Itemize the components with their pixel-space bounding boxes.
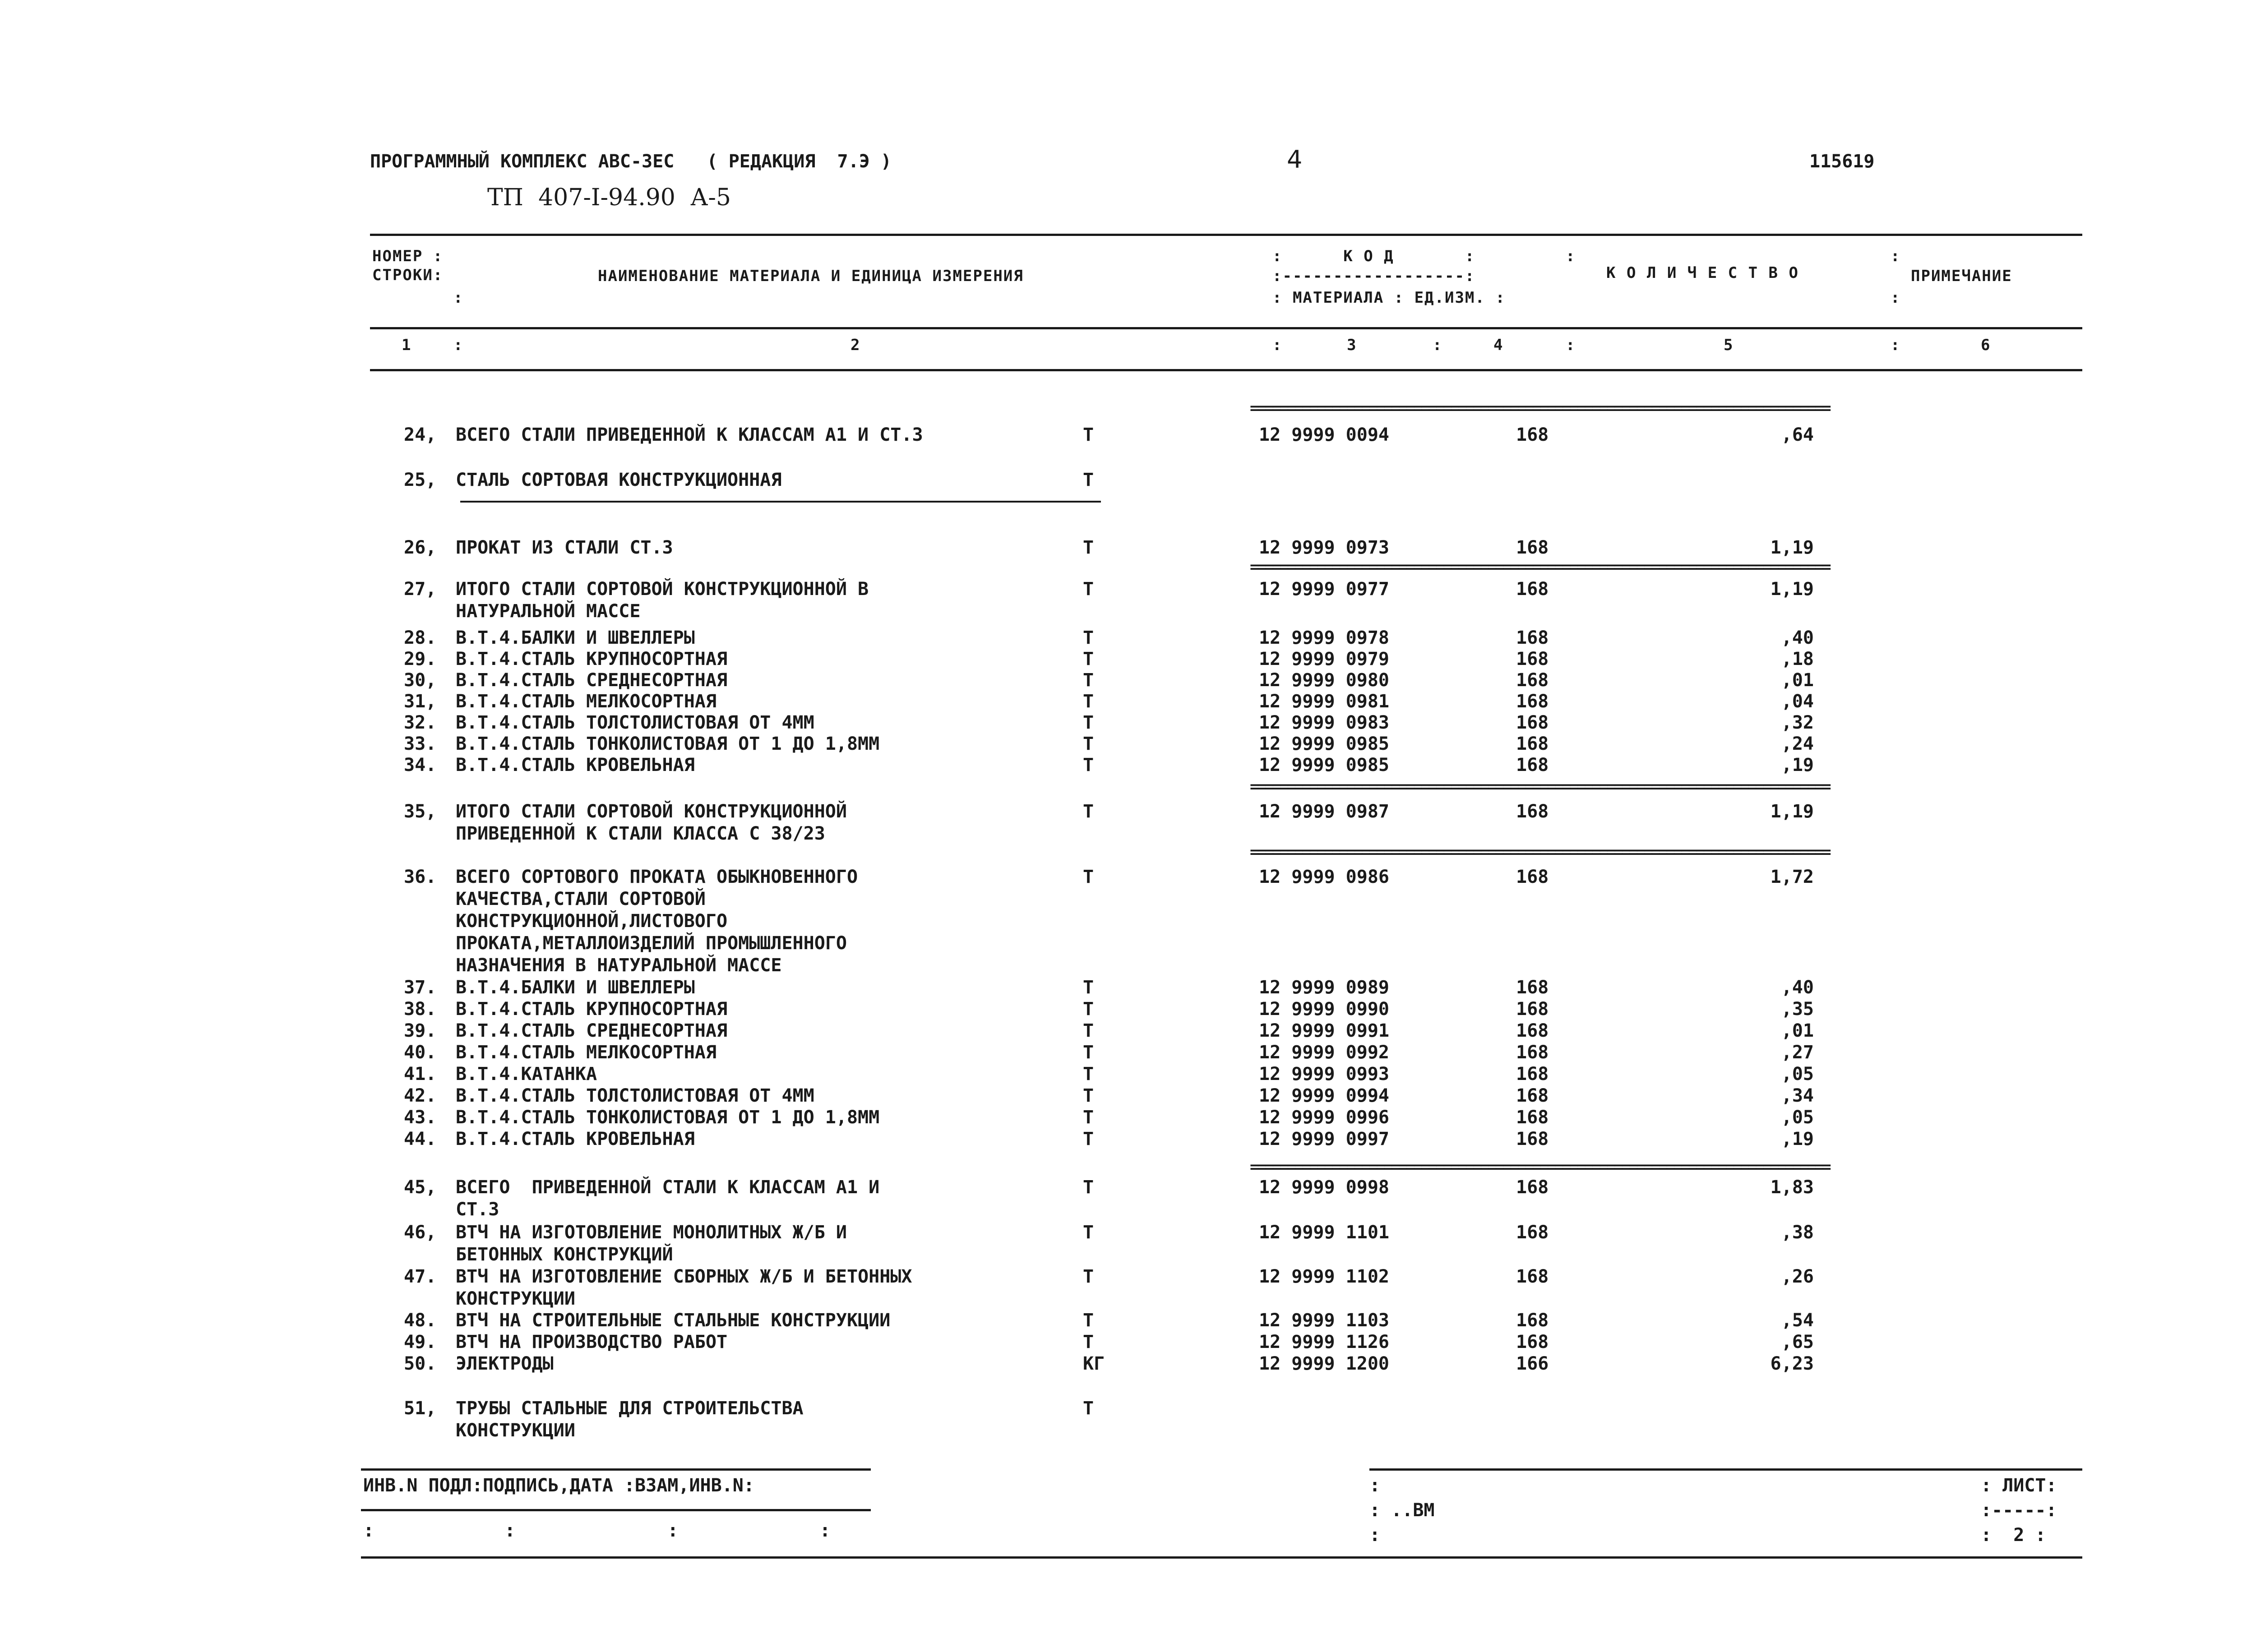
quantity-value: ,38 bbox=[1781, 1222, 1814, 1243]
document-code: 115619 bbox=[1809, 151, 1875, 172]
quantity-value: ,32 bbox=[1781, 712, 1814, 733]
unit-code: 168 bbox=[1516, 1020, 1549, 1041]
unit-code: 168 bbox=[1516, 649, 1549, 669]
material-code: 12 9999 1101 bbox=[1259, 1222, 1389, 1243]
material-code: 12 9999 0094 bbox=[1259, 425, 1389, 445]
col-qty-sep-top: : bbox=[1566, 247, 1576, 265]
material-name-line: ВСЕГО СТАЛИ ПРИВЕДЕННОЙ К КЛАССАМ А1 И СТ.3 bbox=[456, 425, 923, 445]
material-code: 12 9999 1126 bbox=[1259, 1332, 1389, 1352]
material-name-line: В.Т.4.СТАЛЬ КРОВЕЛЬНАЯ bbox=[456, 1129, 695, 1149]
program-title: ПРОГРАММНЫЙ КОМПЛЕКС АВС-3ЕС ( РЕДАКЦИЯ 7.Э ) bbox=[370, 151, 892, 172]
unit-code: 168 bbox=[1516, 1107, 1549, 1128]
unit-of-measure: Т bbox=[1083, 734, 1094, 754]
material-name-line: В.Т.4.СТАЛЬ ТОЛСТОЛИСТОВАЯ ОТ 4ММ bbox=[456, 1085, 814, 1106]
quantity-value: 6,23 bbox=[1770, 1353, 1814, 1374]
colnum-1: 1 bbox=[402, 336, 412, 354]
row-number: 32. bbox=[404, 712, 437, 733]
row-number: 47. bbox=[404, 1266, 437, 1287]
quantity-value: ,18 bbox=[1781, 649, 1814, 669]
quantity-value: ,04 bbox=[1781, 691, 1814, 712]
total-separator-5: ============================================================================== bbox=[1250, 1164, 1830, 1176]
material-code: 12 9999 0985 bbox=[1259, 755, 1389, 775]
material-code: 12 9999 0987 bbox=[1259, 801, 1389, 822]
material-name-line: В.Т.4.СТАЛЬ КРОВЕЛЬНАЯ bbox=[456, 755, 695, 775]
material-code: 12 9999 0996 bbox=[1259, 1107, 1389, 1128]
unit-code: 168 bbox=[1516, 1085, 1549, 1106]
quantity-value: 1,19 bbox=[1770, 579, 1814, 600]
material-name-line: КОНСТРУКЦИОННОЙ,ЛИСТОВОГО bbox=[456, 911, 728, 932]
material-code: 12 9999 0986 bbox=[1259, 867, 1389, 887]
quantity-value: 1,19 bbox=[1770, 801, 1814, 822]
material-name-line: ВСЕГО ПРИВЕДЕННОЙ СТАЛИ К КЛАССАМ А1 И bbox=[456, 1177, 880, 1198]
row-number: 26, bbox=[404, 537, 437, 558]
material-code: 12 9999 1102 bbox=[1259, 1266, 1389, 1287]
unit-of-measure: Т bbox=[1083, 670, 1094, 691]
row-number: 27, bbox=[404, 579, 437, 600]
quantity-value: ,65 bbox=[1781, 1332, 1814, 1352]
material-name-line: ВСЕГО СОРТОВОГО ПРОКАТА ОБЫКНОВЕННОГО bbox=[456, 867, 858, 887]
material-name-line: В.Т.4.СТАЛЬ КРУПНОСОРТНАЯ bbox=[456, 649, 728, 669]
row-number: 35, bbox=[404, 801, 437, 822]
col-row-number-line3: : bbox=[453, 289, 464, 307]
unit-code: 168 bbox=[1516, 670, 1549, 691]
page-number: 4 bbox=[1287, 145, 1303, 174]
unit-of-measure: Т bbox=[1083, 579, 1094, 600]
material-name-line: ПРОКАТ ИЗ СТАЛИ СТ.3 bbox=[456, 537, 673, 558]
sheet-divider: :-----: bbox=[1981, 1500, 2057, 1521]
colnum-4: 4 bbox=[1493, 336, 1504, 354]
quantity-value: ,40 bbox=[1781, 977, 1814, 998]
row-number: 28. bbox=[404, 628, 437, 648]
footer-mid-sep-bottom: : bbox=[1369, 1525, 1381, 1546]
unit-code: 168 bbox=[1516, 425, 1549, 445]
material-code: 12 9999 0979 bbox=[1259, 649, 1389, 669]
total-separator-3: ============================================================================== bbox=[1250, 784, 1830, 796]
unit-of-measure: Т bbox=[1083, 1266, 1094, 1287]
col-row-number-line2: СТРОКИ: bbox=[372, 266, 444, 284]
unit-code: 168 bbox=[1516, 977, 1549, 998]
unit-code: 168 bbox=[1516, 1177, 1549, 1198]
row-number: 40. bbox=[404, 1042, 437, 1063]
unit-code: 166 bbox=[1516, 1353, 1549, 1374]
material-name-line: НАЗНАЧЕНИЯ В НАТУРАЛЬНОЙ МАССЕ bbox=[456, 955, 782, 976]
quantity-value: ,27 bbox=[1781, 1042, 1814, 1063]
material-name-line: КОНСТРУКЦИИ bbox=[456, 1420, 575, 1441]
unit-code: 168 bbox=[1516, 999, 1549, 1020]
unit-of-measure: Т bbox=[1083, 977, 1094, 998]
quantity-value: ,01 bbox=[1781, 1020, 1814, 1041]
unit-of-measure: Т bbox=[1083, 1177, 1094, 1198]
material-code: 12 9999 0993 bbox=[1259, 1064, 1389, 1084]
material-name-line: В.Т.4.СТАЛЬ СРЕДНЕСОРТНАЯ bbox=[456, 1020, 728, 1041]
material-code: 12 9999 0994 bbox=[1259, 1085, 1389, 1106]
unit-of-measure: Т bbox=[1083, 425, 1094, 445]
material-code: 12 9999 1200 bbox=[1259, 1353, 1389, 1374]
colnum-2: 2 bbox=[851, 336, 861, 354]
footer-signature-labels: ИНВ.N ПОДЛ:ПОДПИСЬ,ДАТА :ВЗАМ,ИНВ.N: bbox=[363, 1475, 754, 1496]
row-number: 38. bbox=[404, 999, 437, 1020]
material-name-line: ВТЧ НА СТРОИТЕЛЬНЫЕ СТАЛЬНЫЕ КОНСТРУКЦИИ bbox=[456, 1310, 891, 1331]
material-code: 12 9999 0992 bbox=[1259, 1042, 1389, 1063]
material-name-line: В.Т.4.БАЛКИ И ШВЕЛЛЕРЫ bbox=[456, 977, 695, 998]
total-separator-4: ============================================================================== bbox=[1250, 849, 1830, 861]
header-divider-rule bbox=[370, 327, 2082, 329]
material-name-line: ПРОКАТА,МЕТАЛЛОИЗДЕЛИЙ ПРОМЫШЛЕННОГО bbox=[456, 933, 847, 954]
material-name-line: ЭЛЕКТРОДЫ bbox=[456, 1353, 554, 1374]
unit-of-measure: Т bbox=[1083, 1020, 1094, 1041]
quantity-value: ,35 bbox=[1781, 999, 1814, 1020]
row-number: 50. bbox=[404, 1353, 437, 1374]
quantity-value: ,19 bbox=[1781, 1129, 1814, 1149]
material-code: 12 9999 0973 bbox=[1259, 537, 1389, 558]
col-note-sep-bottom: : bbox=[1891, 289, 1901, 307]
unit-of-measure: Т bbox=[1083, 1042, 1094, 1063]
unit-code: 168 bbox=[1516, 1310, 1549, 1331]
col-note-heading: ПРИМЕЧАНИЕ bbox=[1911, 267, 2012, 285]
material-code: 12 9999 0980 bbox=[1259, 670, 1389, 691]
unit-of-measure: Т bbox=[1083, 1222, 1094, 1243]
unit-code: 168 bbox=[1516, 537, 1549, 558]
row-number: 24, bbox=[404, 425, 437, 445]
material-code: 12 9999 0998 bbox=[1259, 1177, 1389, 1198]
row-number: 36. bbox=[404, 867, 437, 887]
unit-code: 168 bbox=[1516, 1042, 1549, 1063]
material-name-line: КОНСТРУКЦИИ bbox=[456, 1288, 575, 1309]
material-code: 12 9999 0978 bbox=[1259, 628, 1389, 648]
document-subtitle: ТП 407-I-94.90 А-5 bbox=[487, 184, 731, 211]
material-code: 12 9999 1103 bbox=[1259, 1310, 1389, 1331]
material-code: 12 9999 0991 bbox=[1259, 1020, 1389, 1041]
unit-of-measure: Т bbox=[1083, 1332, 1094, 1352]
material-code: 12 9999 0983 bbox=[1259, 712, 1389, 733]
material-name-line: БЕТОННЫХ КОНСТРУКЦИЙ bbox=[456, 1244, 673, 1265]
material-name-line: В.Т.4.БАЛКИ И ШВЕЛЛЕРЫ bbox=[456, 628, 695, 648]
col-material-name-heading: НАИМЕНОВАНИЕ МАТЕРИАЛА И ЕДИНИЦА ИЗМЕРЕНИЯ bbox=[598, 267, 1024, 285]
unit-code: 168 bbox=[1516, 1332, 1549, 1352]
unit-code: 168 bbox=[1516, 867, 1549, 887]
unit-of-measure: КГ bbox=[1083, 1353, 1105, 1374]
unit-code: 168 bbox=[1516, 1064, 1549, 1084]
material-name-line: ИТОГО СТАЛИ СОРТОВОЙ КОНСТРУКЦИОННОЙ В bbox=[456, 579, 869, 600]
colnum-3: 3 bbox=[1347, 336, 1357, 354]
material-name-line: В.Т.4.СТАЛЬ МЕЛКОСОРТНАЯ bbox=[456, 691, 717, 712]
material-code: 12 9999 0989 bbox=[1259, 977, 1389, 998]
table-top-rule bbox=[370, 234, 2082, 236]
unit-code: 168 bbox=[1516, 1266, 1549, 1287]
unit-code: 168 bbox=[1516, 691, 1549, 712]
column-number-rule bbox=[370, 369, 2082, 371]
row-number: 41. bbox=[404, 1064, 437, 1084]
material-name-line: КАЧЕСТВА,СТАЛИ СОРТОВОЙ bbox=[456, 889, 706, 909]
material-code: 12 9999 0985 bbox=[1259, 734, 1389, 754]
unit-code: 168 bbox=[1516, 801, 1549, 822]
col-quantity-heading: К О Л И Ч Е С Т В О bbox=[1606, 264, 1799, 282]
row-number: 45, bbox=[404, 1177, 437, 1198]
unit-of-measure: Т bbox=[1083, 537, 1094, 558]
material-name-line: ИТОГО СТАЛИ СОРТОВОЙ КОНСТРУКЦИОННОЙ bbox=[456, 801, 847, 822]
unit-of-measure: Т bbox=[1083, 867, 1094, 887]
material-code: 12 9999 0981 bbox=[1259, 691, 1389, 712]
material-name-line: СТ.3 bbox=[456, 1199, 499, 1220]
quantity-value: ,40 bbox=[1781, 628, 1814, 648]
quantity-value: ,24 bbox=[1781, 734, 1814, 754]
unit-of-measure: Т bbox=[1083, 1129, 1094, 1149]
footer-left-mid-rule bbox=[361, 1509, 871, 1511]
quantity-value: ,64 bbox=[1781, 425, 1814, 445]
quantity-value: ,05 bbox=[1781, 1064, 1814, 1084]
row-number: 43. bbox=[404, 1107, 437, 1128]
unit-of-measure: Т bbox=[1083, 691, 1094, 712]
material-name-line: НАТУРАЛЬНОЙ МАССЕ bbox=[456, 601, 641, 622]
unit-of-measure: Т bbox=[1083, 628, 1094, 648]
row-number: 31, bbox=[404, 691, 437, 712]
material-name-line: ПРИВЕДЕННОЙ К СТАЛИ КЛАССА С 38/23 bbox=[456, 823, 825, 844]
unit-of-measure: Т bbox=[1083, 755, 1094, 775]
unit-of-measure: Т bbox=[1083, 649, 1094, 669]
material-name-line: ТРУБЫ СТАЛЬНЫЕ ДЛЯ СТРОИТЕЛЬСТВА bbox=[456, 1398, 804, 1419]
unit-code: 168 bbox=[1516, 712, 1549, 733]
quantity-value: 1,19 bbox=[1770, 537, 1814, 558]
footer-left-top-rule bbox=[361, 1468, 871, 1471]
material-name-line: В.Т.4.СТАЛЬ СРЕДНЕСОРТНАЯ bbox=[456, 670, 728, 691]
material-name-line: ВТЧ НА ИЗГОТОВЛЕНИЕ СБОРНЫХ Ж/Б И БЕТОННЫХ bbox=[456, 1266, 912, 1287]
row-number: 46, bbox=[404, 1222, 437, 1243]
material-name-line: В.Т.4.СТАЛЬ ТОНКОЛИСТОВАЯ ОТ 1 ДО 1,8ММ bbox=[456, 734, 880, 754]
col-code-subheadings: : МАТЕРИАЛА : ЕД.ИЗМ. : bbox=[1272, 289, 1506, 307]
col-code-separator: :------------------: bbox=[1272, 267, 1475, 285]
material-name-line: СТАЛЬ СОРТОВАЯ КОНСТРУКЦИОННАЯ bbox=[456, 470, 782, 490]
sheet-label: : ЛИСТ: bbox=[1981, 1475, 2057, 1496]
unit-code: 168 bbox=[1516, 628, 1549, 648]
colnum-sep: : bbox=[1891, 336, 1901, 354]
row-number: 29. bbox=[404, 649, 437, 669]
material-name-line: В.Т.4.КАТАНКА bbox=[456, 1064, 597, 1084]
total-separator-2: ============================================================================== bbox=[1250, 564, 1830, 576]
colnum-sep: : bbox=[453, 336, 464, 354]
row-number: 39. bbox=[404, 1020, 437, 1041]
row-number: 30, bbox=[404, 670, 437, 691]
unit-of-measure: Т bbox=[1083, 1310, 1094, 1331]
material-name-line: ВТЧ НА ИЗГОТОВЛЕНИЕ МОНОЛИТНЫХ Ж/Б И bbox=[456, 1222, 847, 1243]
row-number: 48. bbox=[404, 1310, 437, 1331]
row-number: 49. bbox=[404, 1332, 437, 1352]
quantity-value: ,19 bbox=[1781, 755, 1814, 775]
material-code: 12 9999 0990 bbox=[1259, 999, 1389, 1020]
quantity-value: ,26 bbox=[1781, 1266, 1814, 1287]
quantity-value: ,34 bbox=[1781, 1085, 1814, 1106]
unit-of-measure: Т bbox=[1083, 999, 1094, 1020]
colnum-6: 6 bbox=[1981, 336, 1991, 354]
unit-code: 168 bbox=[1516, 1222, 1549, 1243]
unit-of-measure: Т bbox=[1083, 712, 1094, 733]
material-name-line: ВТЧ НА ПРОИЗВОДСТВО РАБОТ bbox=[456, 1332, 728, 1352]
material-name-line: В.Т.4.СТАЛЬ МЕЛКОСОРТНАЯ bbox=[456, 1042, 717, 1063]
total-separator-1: ============================================================================== bbox=[1250, 405, 1830, 417]
row-number: 51, bbox=[404, 1398, 437, 1419]
row-number: 37. bbox=[404, 977, 437, 998]
colnum-sep: : bbox=[1566, 336, 1576, 354]
footer-mid-sep-top: : bbox=[1369, 1475, 1381, 1496]
colnum-5: 5 bbox=[1724, 336, 1734, 354]
quantity-value: ,01 bbox=[1781, 670, 1814, 691]
unit-code: 168 bbox=[1516, 734, 1549, 754]
colnum-sep: : bbox=[1272, 336, 1283, 354]
unit-of-measure: Т bbox=[1083, 470, 1094, 490]
col-row-number-line1: НОМЕР : bbox=[372, 247, 444, 265]
footer-right-top-rule bbox=[1369, 1468, 2082, 1471]
quantity-value: 1,83 bbox=[1770, 1177, 1814, 1198]
col-note-sep-top: : bbox=[1891, 247, 1901, 265]
row-number: 42. bbox=[404, 1085, 437, 1106]
colnum-sep: : bbox=[1433, 336, 1443, 354]
material-name-line: В.Т.4.СТАЛЬ КРУПНОСОРТНАЯ bbox=[456, 999, 728, 1020]
row-underline-25 bbox=[460, 501, 1101, 503]
material-name-line: В.Т.4.СТАЛЬ ТОЛСТОЛИСТОВАЯ ОТ 4ММ bbox=[456, 712, 814, 733]
quantity-value: ,54 bbox=[1781, 1310, 1814, 1331]
row-number: 34. bbox=[404, 755, 437, 775]
row-number: 44. bbox=[404, 1129, 437, 1149]
unit-code: 168 bbox=[1516, 579, 1549, 600]
unit-of-measure: Т bbox=[1083, 1107, 1094, 1128]
row-number: 33. bbox=[404, 734, 437, 754]
row-number: 25, bbox=[404, 470, 437, 490]
unit-of-measure: Т bbox=[1083, 1064, 1094, 1084]
material-code: 12 9999 0997 bbox=[1259, 1129, 1389, 1149]
unit-of-measure: Т bbox=[1083, 1398, 1094, 1419]
footer-signature-fields: : : : : bbox=[363, 1520, 831, 1541]
quantity-value: 1,72 bbox=[1770, 867, 1814, 887]
footer-bottom-rule bbox=[361, 1556, 2082, 1559]
unit-of-measure: Т bbox=[1083, 801, 1094, 822]
quantity-value: ,05 bbox=[1781, 1107, 1814, 1128]
footer-mid-value: : ..ВМ bbox=[1369, 1500, 1435, 1521]
col-code-heading: : К О Д : bbox=[1272, 247, 1475, 265]
unit-code: 168 bbox=[1516, 755, 1549, 775]
material-code: 12 9999 0977 bbox=[1259, 579, 1389, 600]
unit-of-measure: Т bbox=[1083, 1085, 1094, 1106]
unit-code: 168 bbox=[1516, 1129, 1549, 1149]
sheet-number: : 2 : bbox=[1981, 1525, 2046, 1546]
material-name-line: В.Т.4.СТАЛЬ ТОНКОЛИСТОВАЯ ОТ 1 ДО 1,8ММ bbox=[456, 1107, 880, 1128]
